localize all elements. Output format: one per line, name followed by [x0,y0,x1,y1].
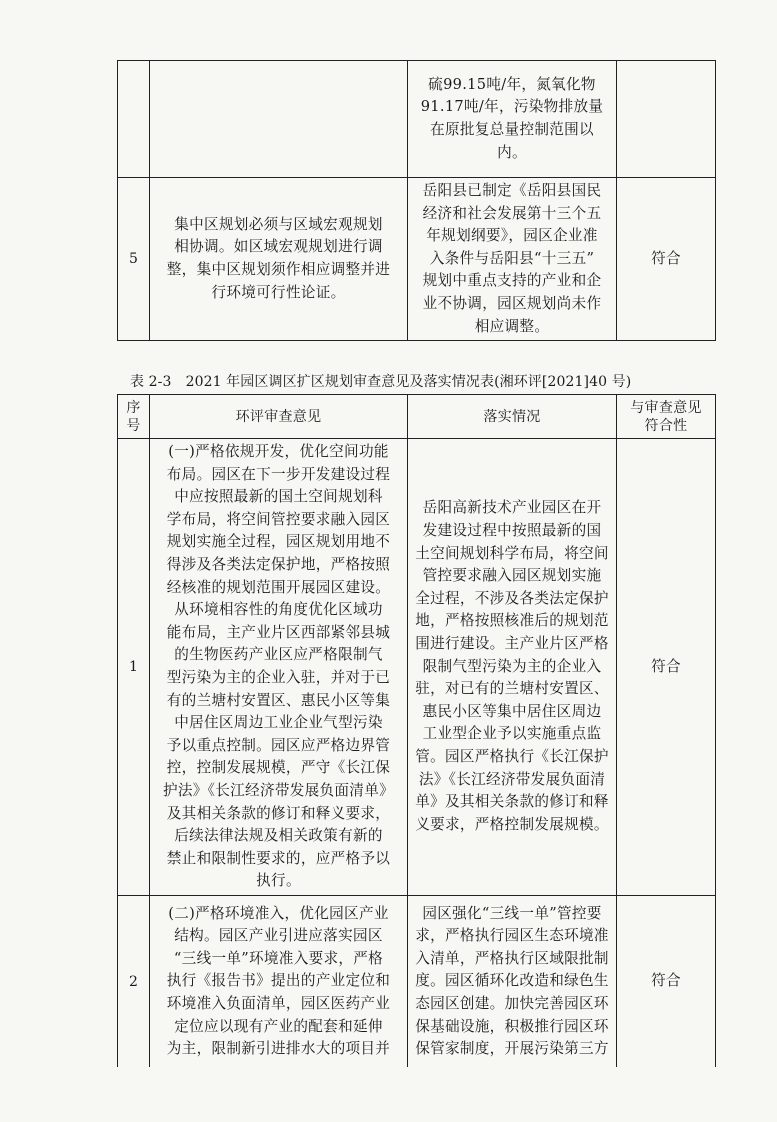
header-number: 序 号 [118,395,150,439]
table-caption: 表 2-3 2021 年园区调区扩区规划审查意见及落实情况表(湘环评[2021]40 号) [130,374,632,390]
row-number: 1 [118,439,150,896]
review-opinion: (二)严格环境准入，优化园区产业 结构。园区产业引进应落实园区 “三线一单”环境准入要求，严格 执行《报告书》提出的产业定位和 环境准入负面清单，园区医药产业 定位应以现有产业的配套和延伸 为主，限制新引进排水大的项目并 [150,895,408,1067]
compliance-result: 符合 [617,895,716,1067]
header-implementation: 落实情况 [408,395,617,439]
row-number: 5 [118,178,150,341]
compliance-result: 符合 [617,178,716,341]
review-opinion-table [117,394,716,1067]
header-compliance: 与审查意见 符合性 [617,395,716,439]
implementation-status: 硫99.15吨/年，氮氧化物 91.17吨/年，污染物排放量 在原批复总量控制范围以 内。 [408,61,617,178]
compliance-result [617,61,716,178]
compliance-table-continued [117,60,716,341]
table-row [118,895,716,1067]
header-opinion: 环评审查意见 [150,395,408,439]
review-opinion: 集中区规划必须与区域宏观规划 相协调。如区域宏观规划进行调 整，集中区规划须作相应调整并进 行环境可行性论证。 [150,178,408,341]
implementation-status: 岳阳高新技术产业园区在开 发建设过程中按照最新的国 土空间规划科学布局，将空间 管控要求融入园区规划实施 全过程，不涉及各类法定保护 地，严格按照核准后的规划范 围进行建设。主产业片区严格 限制气型污染为主的企业入 驻，对已有的兰塘村安置区、 惠民小区等集中居住区周边 工业型企业予以实施重点监 管。园区严格执行《长江保护 法》《长江经济带发展负面清 单》及其相关条款的修订和释 义要求，严格控制发展规模。 [408,439,617,896]
row-number [118,61,150,178]
table-row [118,439,716,896]
review-opinion [150,61,408,178]
implementation-status: 岳阳县已制定《岳阳县国民 经济和社会发展第十三个五 年规划纲要》，园区企业准 入条件与岳阳县“十三五” 规划中重点支持的产业和企 业不协调，园区规划尚未作 相应调整。 [408,178,617,341]
review-opinion: (一)严格依规开发，优化空间功能 布局。园区在下一步开发建设过程 中应按照最新的国土空间规划科 学布局，将空间管控要求融入园区 规划实施全过程，园区规划用地不 得涉及各类法定保护地，严格按照 经核准的规划范围开展园区建设。 从环境相容性的角度优化区域功 能布局，主产业片区西部紧邻县城 的生物医药产业区应严格限制气 型污染为主的企业入驻，并对于已 有的兰塘村安置区、惠民小区等集 中居住区周边工业企业气型污染 予以重点控制。园区应严格边界管 控，控制发展规模，严守《长江保 护法》《长江经济带发展负面清单》 及其相关条款的修订和释义要求， 后续法律法规及相关政策有新的 禁止和限制性要求的，应严格予以 执行。 [150,439,408,896]
table-header-row [118,395,716,439]
compliance-result: 符合 [617,439,716,896]
row-number: 2 [118,895,150,1067]
table-row [118,178,716,341]
implementation-status: 园区强化“三线一单”管控要 求，严格执行园区生态环境准 入清单，严格执行区域限批制 度。园区循环化改造和绿色生 态园区创建。加快完善园区环 保基础设施，积极推行园区环 保管家制度，开展污染第三方 [408,895,617,1067]
table-row [118,61,716,178]
